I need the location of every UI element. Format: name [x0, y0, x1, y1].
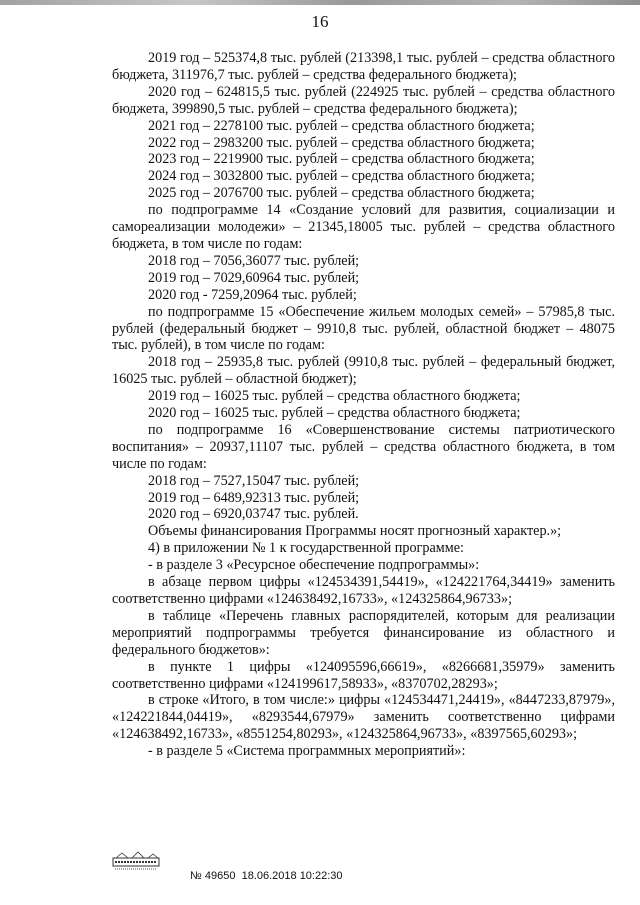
paragraph-sp15-2018: 2018 год – 25935,8 тыс. рублей (9910,8 тыс. рублей – федеральный бюджет, 16025 тыс. рублей – областной бюджет);: [112, 354, 615, 388]
paragraph-2019-funding: 2019 год – 525374,8 тыс. рублей (213398,1 тыс. рублей – средства областного бюджета, 311976,7 тыс. рублей – средства федерального бюджета);: [112, 50, 615, 83]
paragraph-2022-funding: 2022 год – 2983200 тыс. рублей – средства областного бюджета;: [148, 134, 535, 151]
paragraph-subprogram-16: по подпрограмме 16 «Совершенствование системы патриотического воспитания» – 20937,11107 тыс. рублей – средства областного бюджета, в том числе по годам:: [112, 421, 615, 472]
paragraph-2024-funding: 2024 год – 3032800 тыс. рублей – средства областного бюджета;: [148, 168, 535, 185]
paragraph-sp16-2019: 2019 год – 6489,92313 тыс. рублей;: [148, 489, 360, 506]
paragraph-subprogram-14: по подпрограмме 14 «Создание условий для развития, социализации и самореализации молодежи» – 21345,18005 тыс. рублей – средства областного бюджета, в том числе по годам:: [112, 202, 615, 252]
paragraph-section-3: - в разделе 3 «Ресурсное обеспечение подпрограммы»:: [148, 557, 480, 574]
paragraph-forecast-note: Объемы финансирования Программы носят прогнозный характер.»;: [148, 523, 562, 540]
paragraph-sp15-2019: 2019 год – 16025 тыс. рублей – средства областного бюджета;: [148, 388, 521, 405]
paragraph-sp14-2019: 2019 год – 7029,60964 тыс. рублей;: [148, 269, 360, 286]
paragraph-sp16-2020: 2020 год – 6920,03747 тыс. рублей.: [148, 506, 359, 523]
paragraph-item-4: 4) в приложении № 1 к государственной программе:: [148, 540, 464, 557]
paragraph-total-row: в строке «Итого, в том числе:» цифры «124534471,24419», «8447233,87979», «124221844,04419», «8293544,67979» заменить соответственно цифрами «124638492,16733», «8551254,80293», «124325864,96733», «8397565,60293»;: [112, 692, 615, 743]
paragraph-sp14-2018: 2018 год – 7056,36077 тыс. рублей;: [148, 252, 360, 269]
paragraph-first-abzac: в абзаце первом цифры «124534391,54419», «124221764,34419» заменить соответственно цифрами «124638492,16733», «124325864,96733»;: [112, 574, 615, 607]
paragraph-table-distributors: в таблице «Перечень главных распорядителей, которым для реализации мероприятий подпрограммы требуется финансирование из областного и федерального бюджетов»:: [112, 607, 615, 658]
paragraph-2023-funding: 2023 год – 2219900 тыс. рублей – средства областного бюджета;: [148, 151, 535, 168]
document-footer: [190, 870, 343, 882]
paragraph-point-1: в пункте 1 цифры «124095596,66619», «8266681,35979» заменить соответственно цифрами «124199617,58933», «8370702,28293»;: [112, 658, 615, 692]
paragraph-subprogram-15: по подпрограмме 15 «Обеспечение жильем молодых семей» – 57985,8 тыс. рублей (федеральный бюджет – 9910,8 тыс. рублей, областной бюджет – 48075 тыс. рублей), в том числе по годам:: [112, 303, 615, 354]
paragraph-section-5: - в разделе 5 «Система программных мероприятий»:: [148, 743, 466, 760]
footer-doc-number: № 49650: [190, 870, 236, 882]
footer-timestamp: 18.06.2018 10:22:30: [241, 870, 343, 882]
paragraph-2021-funding: 2021 год – 2278100 тыс. рублей – средства областного бюджета;: [148, 117, 535, 134]
paragraph-sp16-2018: 2018 год – 7527,15047 тыс. рублей;: [148, 472, 360, 489]
paragraph-sp14-2020: 2020 год - 7259,20964 тыс. рублей;: [148, 286, 357, 303]
paragraph-2020-funding: 2020 год – 624815,5 тыс. рублей (224925 тыс. рублей – средства областного бюджета, 399890,5 тыс. рублей – средства федерального бюджета);: [112, 83, 615, 117]
paragraph-sp15-2020: 2020 год – 16025 тыс. рублей – средства областного бюджета;: [148, 405, 521, 422]
document-body: [112, 50, 615, 760]
page-number: 16: [311, 12, 329, 31]
registry-stamp-icon: [112, 850, 160, 872]
scan-top-edge: [0, 0, 640, 5]
paragraph-2025-funding: 2025 год – 2076700 тыс. рублей – средства областного бюджета;: [148, 185, 535, 202]
